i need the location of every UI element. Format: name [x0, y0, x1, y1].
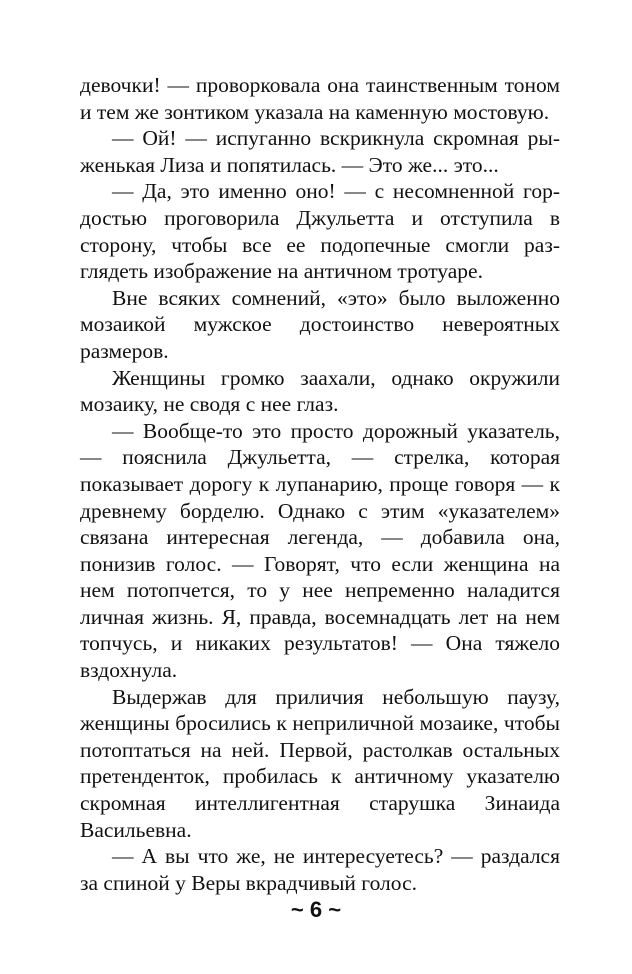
page-number: ~ 6 ~	[290, 897, 342, 922]
paragraph-5: Женщины громко заахали, однако окружили мозаику, не сводя с нее глаз.	[80, 365, 560, 417]
paragraph-8: — А вы что же, не интересуетесь? — раздался за спиной у Веры вкрадчивый голос.	[80, 844, 560, 895]
body-text	[80, 72, 560, 896]
paragraph-4: Вне всяких сомнений, «это» было выложенно мозаикой мужское достоинство невероятных размеров.	[80, 285, 560, 363]
paragraph-7: Выдержав для приличия небольшую паузу, женщины бросились к неприличной мозаике, чтобы потоптаться на ней. Первой, растолкав остальных претенденток, пробилась к античному указателю скромная интеллигентная старушка Зинаида Васильевна.	[80, 684, 560, 842]
paragraph-2: — Ой! — испуганно вскрикнула скромная рыженькая Лиза и попятилась. — Это же... это...	[80, 126, 560, 177]
paragraph-3: — Да, это именно оно! — с несомненной гордостью проговорила Джульетта и отступила в сторону, чтобы все ее подопечные смогли разглядеть изображение на античном тротуаре.	[80, 179, 560, 284]
paragraph-6: — Вообще-то это просто дорожный указатель, — пояснила Джульетта, — стрелка, которая показывает дорогу к лупанарию, проще говоря — к древнему борделю. Однако с этим «указателем» связана интересная легенда, — добавила она, понизив голос. — Говорят, что если женщина на нем потопчется, то у нее непременно наладится личная жизнь. Я, правда, восемнадцать лет на нем топчусь, и никаких результатов! — Она тяжело вздохнула.	[80, 418, 560, 683]
paragraph-1: девочки! — проворковала она таинственным тоном и тем же зонтиком указала на каменную мостовую.	[80, 73, 560, 124]
